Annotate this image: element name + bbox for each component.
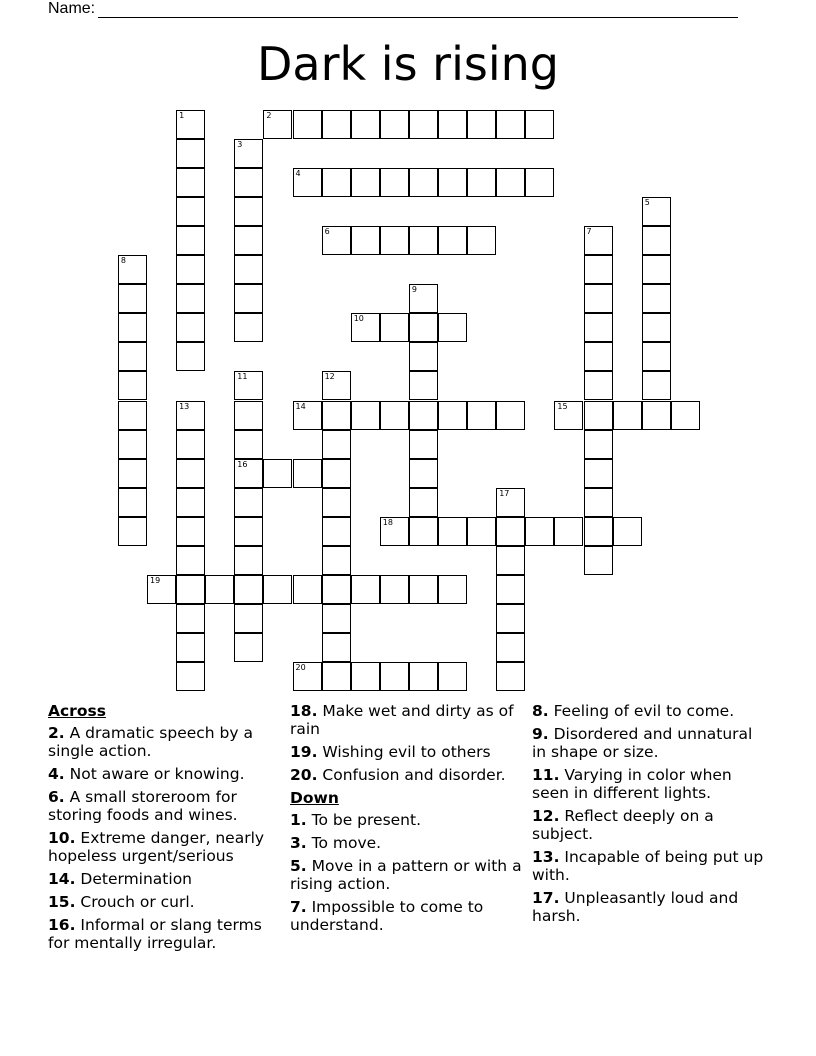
grid-cell[interactable]: [380, 110, 409, 139]
grid-cell[interactable]: [496, 401, 525, 430]
grid-cell[interactable]: [496, 575, 525, 604]
clue-number: 19.: [290, 743, 318, 761]
grid-cell[interactable]: [147, 575, 176, 604]
grid-cell[interactable]: [293, 401, 322, 430]
grid-cell[interactable]: [409, 168, 438, 197]
grid-cell[interactable]: [118, 488, 147, 517]
grid-cell[interactable]: [176, 575, 205, 604]
grid-cell[interactable]: [380, 575, 409, 604]
down-clue: [290, 811, 522, 829]
grid-cell[interactable]: [234, 226, 263, 255]
clues-column-1: [48, 702, 280, 957]
grid-cell[interactable]: [293, 168, 322, 197]
grid-cell[interactable]: [263, 575, 292, 604]
grid-cell[interactable]: [584, 255, 613, 284]
grid-cell[interactable]: [118, 342, 147, 371]
grid-cell[interactable]: [351, 110, 380, 139]
grid-cell[interactable]: [496, 662, 525, 691]
clue-text: To be present.: [306, 811, 422, 829]
grid-cell[interactable]: [176, 197, 205, 226]
grid-cell[interactable]: [496, 517, 525, 546]
grid-cell[interactable]: [322, 371, 351, 400]
grid-cell[interactable]: [642, 284, 671, 313]
grid-cell[interactable]: [234, 401, 263, 430]
grid-cell[interactable]: [176, 139, 205, 168]
grid-cell[interactable]: [351, 575, 380, 604]
clue-text: Determination: [75, 870, 192, 888]
grid-cell[interactable]: [234, 430, 263, 459]
grid-cell[interactable]: [322, 430, 351, 459]
grid-cell[interactable]: [438, 226, 467, 255]
clue-number: 2.: [48, 724, 65, 742]
grid-cell[interactable]: [351, 313, 380, 342]
grid-cell[interactable]: [409, 575, 438, 604]
grid-cell[interactable]: [525, 110, 554, 139]
grid-cell[interactable]: [234, 255, 263, 284]
across-heading: Across: [48, 702, 106, 720]
down-heading: Down: [290, 789, 339, 807]
grid-cell[interactable]: [380, 313, 409, 342]
grid-cell[interactable]: [118, 313, 147, 342]
grid-cell[interactable]: [409, 517, 438, 546]
grid-cell[interactable]: [176, 604, 205, 633]
clue-number: 11.: [532, 766, 560, 784]
grid-cell[interactable]: [205, 575, 234, 604]
grid-cell[interactable]: [176, 110, 205, 139]
grid-cell[interactable]: [234, 168, 263, 197]
grid-cell[interactable]: [322, 168, 351, 197]
grid-cell[interactable]: [525, 517, 554, 546]
grid-cell[interactable]: [584, 517, 613, 546]
across-clue: [48, 893, 280, 911]
clue-text: Wishing evil to others: [317, 743, 491, 761]
cell-number: 5: [644, 197, 650, 207]
grid-cell[interactable]: [293, 662, 322, 691]
grid-cell[interactable]: [322, 488, 351, 517]
grid-cell[interactable]: [554, 401, 583, 430]
clues-column-3: [532, 702, 764, 930]
grid-cell[interactable]: [584, 430, 613, 459]
grid-cell[interactable]: [176, 255, 205, 284]
grid-cell[interactable]: [584, 401, 613, 430]
grid-cell[interactable]: [584, 371, 613, 400]
grid-cell[interactable]: [293, 575, 322, 604]
cell-number: 20: [295, 663, 306, 673]
grid-cell[interactable]: [118, 255, 147, 284]
clue-text: Feeling of evil to come.: [548, 702, 735, 720]
grid-cell[interactable]: [438, 313, 467, 342]
across-clue: [48, 829, 280, 865]
grid-cell[interactable]: [409, 226, 438, 255]
grid-cell[interactable]: [234, 313, 263, 342]
grid-cell[interactable]: [613, 401, 642, 430]
clue-text: Extreme danger, nearly hopeless urgent/serious: [48, 829, 265, 865]
grid-cell[interactable]: [176, 517, 205, 546]
grid-cell[interactable]: [380, 517, 409, 546]
grid-cell[interactable]: [642, 226, 671, 255]
across-clue: [290, 702, 522, 738]
grid-cell[interactable]: [467, 226, 496, 255]
grid-cell[interactable]: [380, 168, 409, 197]
down-clue: [532, 702, 764, 720]
grid-cell[interactable]: [351, 662, 380, 691]
grid-cell[interactable]: [176, 488, 205, 517]
grid-cell[interactable]: [176, 226, 205, 255]
grid-cell[interactable]: [584, 546, 613, 575]
across-clue: [290, 766, 522, 784]
grid-cell[interactable]: [176, 342, 205, 371]
grid-cell[interactable]: [322, 662, 351, 691]
clue-number: 6.: [48, 788, 65, 806]
grid-cell[interactable]: [642, 313, 671, 342]
grid-cell[interactable]: [380, 662, 409, 691]
grid-cell[interactable]: [642, 255, 671, 284]
grid-cell[interactable]: [322, 110, 351, 139]
grid-cell[interactable]: [322, 633, 351, 662]
cell-number: 4: [295, 168, 301, 178]
clue-number: 8.: [532, 702, 549, 720]
clue-text: To move.: [306, 834, 382, 852]
grid-cell[interactable]: [380, 401, 409, 430]
down-clue: [532, 766, 764, 802]
grid-cell[interactable]: [293, 110, 322, 139]
grid-cell[interactable]: [409, 313, 438, 342]
grid-cell[interactable]: [584, 284, 613, 313]
grid-cell[interactable]: [467, 517, 496, 546]
grid-cell[interactable]: [467, 401, 496, 430]
cell-number: 6: [324, 226, 330, 236]
grid-cell[interactable]: [409, 284, 438, 313]
grid-cell[interactable]: [438, 575, 467, 604]
grid-cell[interactable]: [234, 517, 263, 546]
grid-cell[interactable]: [409, 371, 438, 400]
clue-number: 9.: [532, 725, 549, 743]
name-label: Name:: [48, 0, 96, 17]
grid-cell[interactable]: [234, 633, 263, 662]
grid-cell[interactable]: [496, 488, 525, 517]
clue-text: A small storeroom for storing foods and wines.: [48, 788, 238, 824]
down-clue: [290, 857, 522, 893]
grid-cell[interactable]: [438, 110, 467, 139]
clue-number: 18.: [290, 702, 318, 720]
clue-text: Make wet and dirty as of rain: [290, 702, 514, 738]
grid-cell[interactable]: [234, 197, 263, 226]
grid-cell[interactable]: [322, 459, 351, 488]
cell-number: 8: [120, 256, 126, 265]
grid-cell[interactable]: [351, 168, 380, 197]
grid-cell[interactable]: [496, 546, 525, 575]
grid-cell[interactable]: [642, 401, 671, 430]
grid-cell[interactable]: [438, 168, 467, 197]
cell-number: 13: [179, 401, 190, 411]
grid-cell[interactable]: [496, 168, 525, 197]
cell-number: 18: [382, 517, 393, 527]
grid-cell[interactable]: [642, 371, 671, 400]
grid-cell[interactable]: [263, 459, 292, 488]
clue-text: Crouch or curl.: [75, 893, 195, 911]
clue-text: Confusion and disorder.: [317, 766, 506, 784]
grid-cell[interactable]: [438, 517, 467, 546]
grid-cell[interactable]: [496, 633, 525, 662]
clue-text: Unpleasantly loud and harsh.: [532, 889, 739, 925]
clue-text: Incapable of being put up with.: [532, 848, 764, 884]
down-clue: [532, 848, 764, 884]
down-clue: [532, 889, 764, 925]
grid-cell[interactable]: [234, 604, 263, 633]
grid-cell[interactable]: [234, 371, 263, 400]
grid-cell[interactable]: [322, 401, 351, 430]
clue-number: 4.: [48, 765, 65, 783]
across-clue: [48, 765, 280, 783]
clue-text: Impossible to come to understand.: [290, 898, 484, 934]
clue-text: Disordered and unnatural in shape or size.: [532, 725, 753, 761]
grid-cell[interactable]: [584, 488, 613, 517]
grid-cell[interactable]: [293, 459, 322, 488]
grid-cell[interactable]: [234, 575, 263, 604]
page-title: Dark is rising: [257, 37, 559, 91]
cell-number: 3: [237, 139, 243, 149]
clue-number: 13.: [532, 848, 560, 866]
clues-column-2: [290, 702, 522, 939]
down-clue: [290, 898, 522, 934]
clue-number: 16.: [48, 916, 76, 934]
grid-cell[interactable]: [176, 313, 205, 342]
grid-cell[interactable]: [351, 401, 380, 430]
clue-number: 10.: [48, 829, 76, 847]
grid-cell[interactable]: [496, 604, 525, 633]
cell-number: 10: [353, 314, 364, 324]
clue-text: Move in a pattern or with a rising action.: [290, 857, 522, 893]
grid-cell[interactable]: [438, 401, 467, 430]
grid-cell[interactable]: [176, 459, 205, 488]
grid-cell[interactable]: [409, 110, 438, 139]
grid-cell[interactable]: [176, 633, 205, 662]
grid-cell[interactable]: [118, 517, 147, 546]
grid-cell[interactable]: [322, 546, 351, 575]
across-clue: [48, 870, 280, 888]
grid-cell[interactable]: [176, 430, 205, 459]
grid-cell[interactable]: [322, 226, 351, 255]
cell-number: 12: [324, 372, 335, 382]
grid-cell[interactable]: [409, 401, 438, 430]
grid-cell[interactable]: [176, 401, 205, 430]
down-clue: [532, 725, 764, 761]
grid-cell[interactable]: [409, 488, 438, 517]
grid-cell[interactable]: [118, 459, 147, 488]
grid-cell[interactable]: [234, 459, 263, 488]
clue-number: 7.: [290, 898, 307, 916]
grid-cell[interactable]: [584, 313, 613, 342]
cell-number: 11: [237, 372, 248, 382]
across-clue: [48, 788, 280, 824]
cell-number: 17: [499, 488, 510, 498]
clue-number: 5.: [290, 857, 307, 875]
grid-cell[interactable]: [409, 459, 438, 488]
clue-number: 15.: [48, 893, 76, 911]
grid-cell[interactable]: [176, 662, 205, 691]
down-clue: [532, 807, 764, 843]
grid-cell[interactable]: [322, 517, 351, 546]
cell-number: 15: [557, 401, 568, 411]
clue-text: Not aware or knowing.: [64, 765, 245, 783]
grid-cell[interactable]: [234, 488, 263, 517]
clue-text: Reflect deeply on a subject.: [532, 807, 714, 843]
clue-number: 20.: [290, 766, 318, 784]
grid-cell[interactable]: [118, 430, 147, 459]
clue-number: 14.: [48, 870, 76, 888]
clue-text: Informal or slang terms for mentally irregular.: [48, 916, 262, 952]
cell-number: 7: [586, 226, 592, 236]
cell-number: 19: [150, 576, 161, 586]
grid-cell[interactable]: [467, 110, 496, 139]
grid-cell[interactable]: [584, 342, 613, 371]
clue-number: 1.: [290, 811, 307, 829]
grid-cell[interactable]: [409, 662, 438, 691]
grid-cell[interactable]: [118, 401, 147, 430]
grid-cell[interactable]: [409, 430, 438, 459]
grid-cell[interactable]: [496, 110, 525, 139]
grid-cell[interactable]: [322, 575, 351, 604]
grid-cell[interactable]: [613, 517, 642, 546]
grid-cell[interactable]: [554, 517, 583, 546]
cell-number: 1: [179, 110, 185, 120]
grid-cell[interactable]: [234, 284, 263, 313]
cell-number: 9: [411, 285, 417, 295]
grid-cell[interactable]: [409, 342, 438, 371]
clue-text: Varying in color when seen in different lights.: [532, 766, 732, 802]
grid-cell[interactable]: [118, 371, 147, 400]
grid-cell[interactable]: [234, 139, 263, 168]
grid-cell[interactable]: [322, 604, 351, 633]
grid-cell[interactable]: [176, 284, 205, 313]
grid-cell[interactable]: [380, 226, 409, 255]
grid-cell[interactable]: [467, 168, 496, 197]
across-clue: [48, 916, 280, 952]
grid-cell[interactable]: [525, 168, 554, 197]
grid-cell[interactable]: [642, 342, 671, 371]
grid-cell[interactable]: [234, 546, 263, 575]
grid-cell[interactable]: [263, 110, 292, 139]
cell-number: 16: [237, 459, 248, 469]
grid-cell[interactable]: [176, 168, 205, 197]
grid-cell[interactable]: [671, 401, 700, 430]
grid-cell[interactable]: [438, 662, 467, 691]
grid-cell[interactable]: [584, 226, 613, 255]
cell-number: 2: [266, 110, 272, 120]
clue-number: 17.: [532, 889, 560, 907]
down-clue: [290, 834, 522, 852]
grid-cell[interactable]: [118, 284, 147, 313]
clue-text: A dramatic speech by a single action.: [48, 724, 253, 760]
grid-cell[interactable]: [642, 197, 671, 226]
grid-cell[interactable]: [351, 226, 380, 255]
clue-number: 3.: [290, 834, 307, 852]
across-clue: [290, 743, 522, 761]
cell-number: 14: [295, 401, 306, 411]
clue-number: 12.: [532, 807, 560, 825]
across-clue: [48, 724, 280, 760]
grid-cell[interactable]: [176, 546, 205, 575]
grid-cell[interactable]: [584, 459, 613, 488]
